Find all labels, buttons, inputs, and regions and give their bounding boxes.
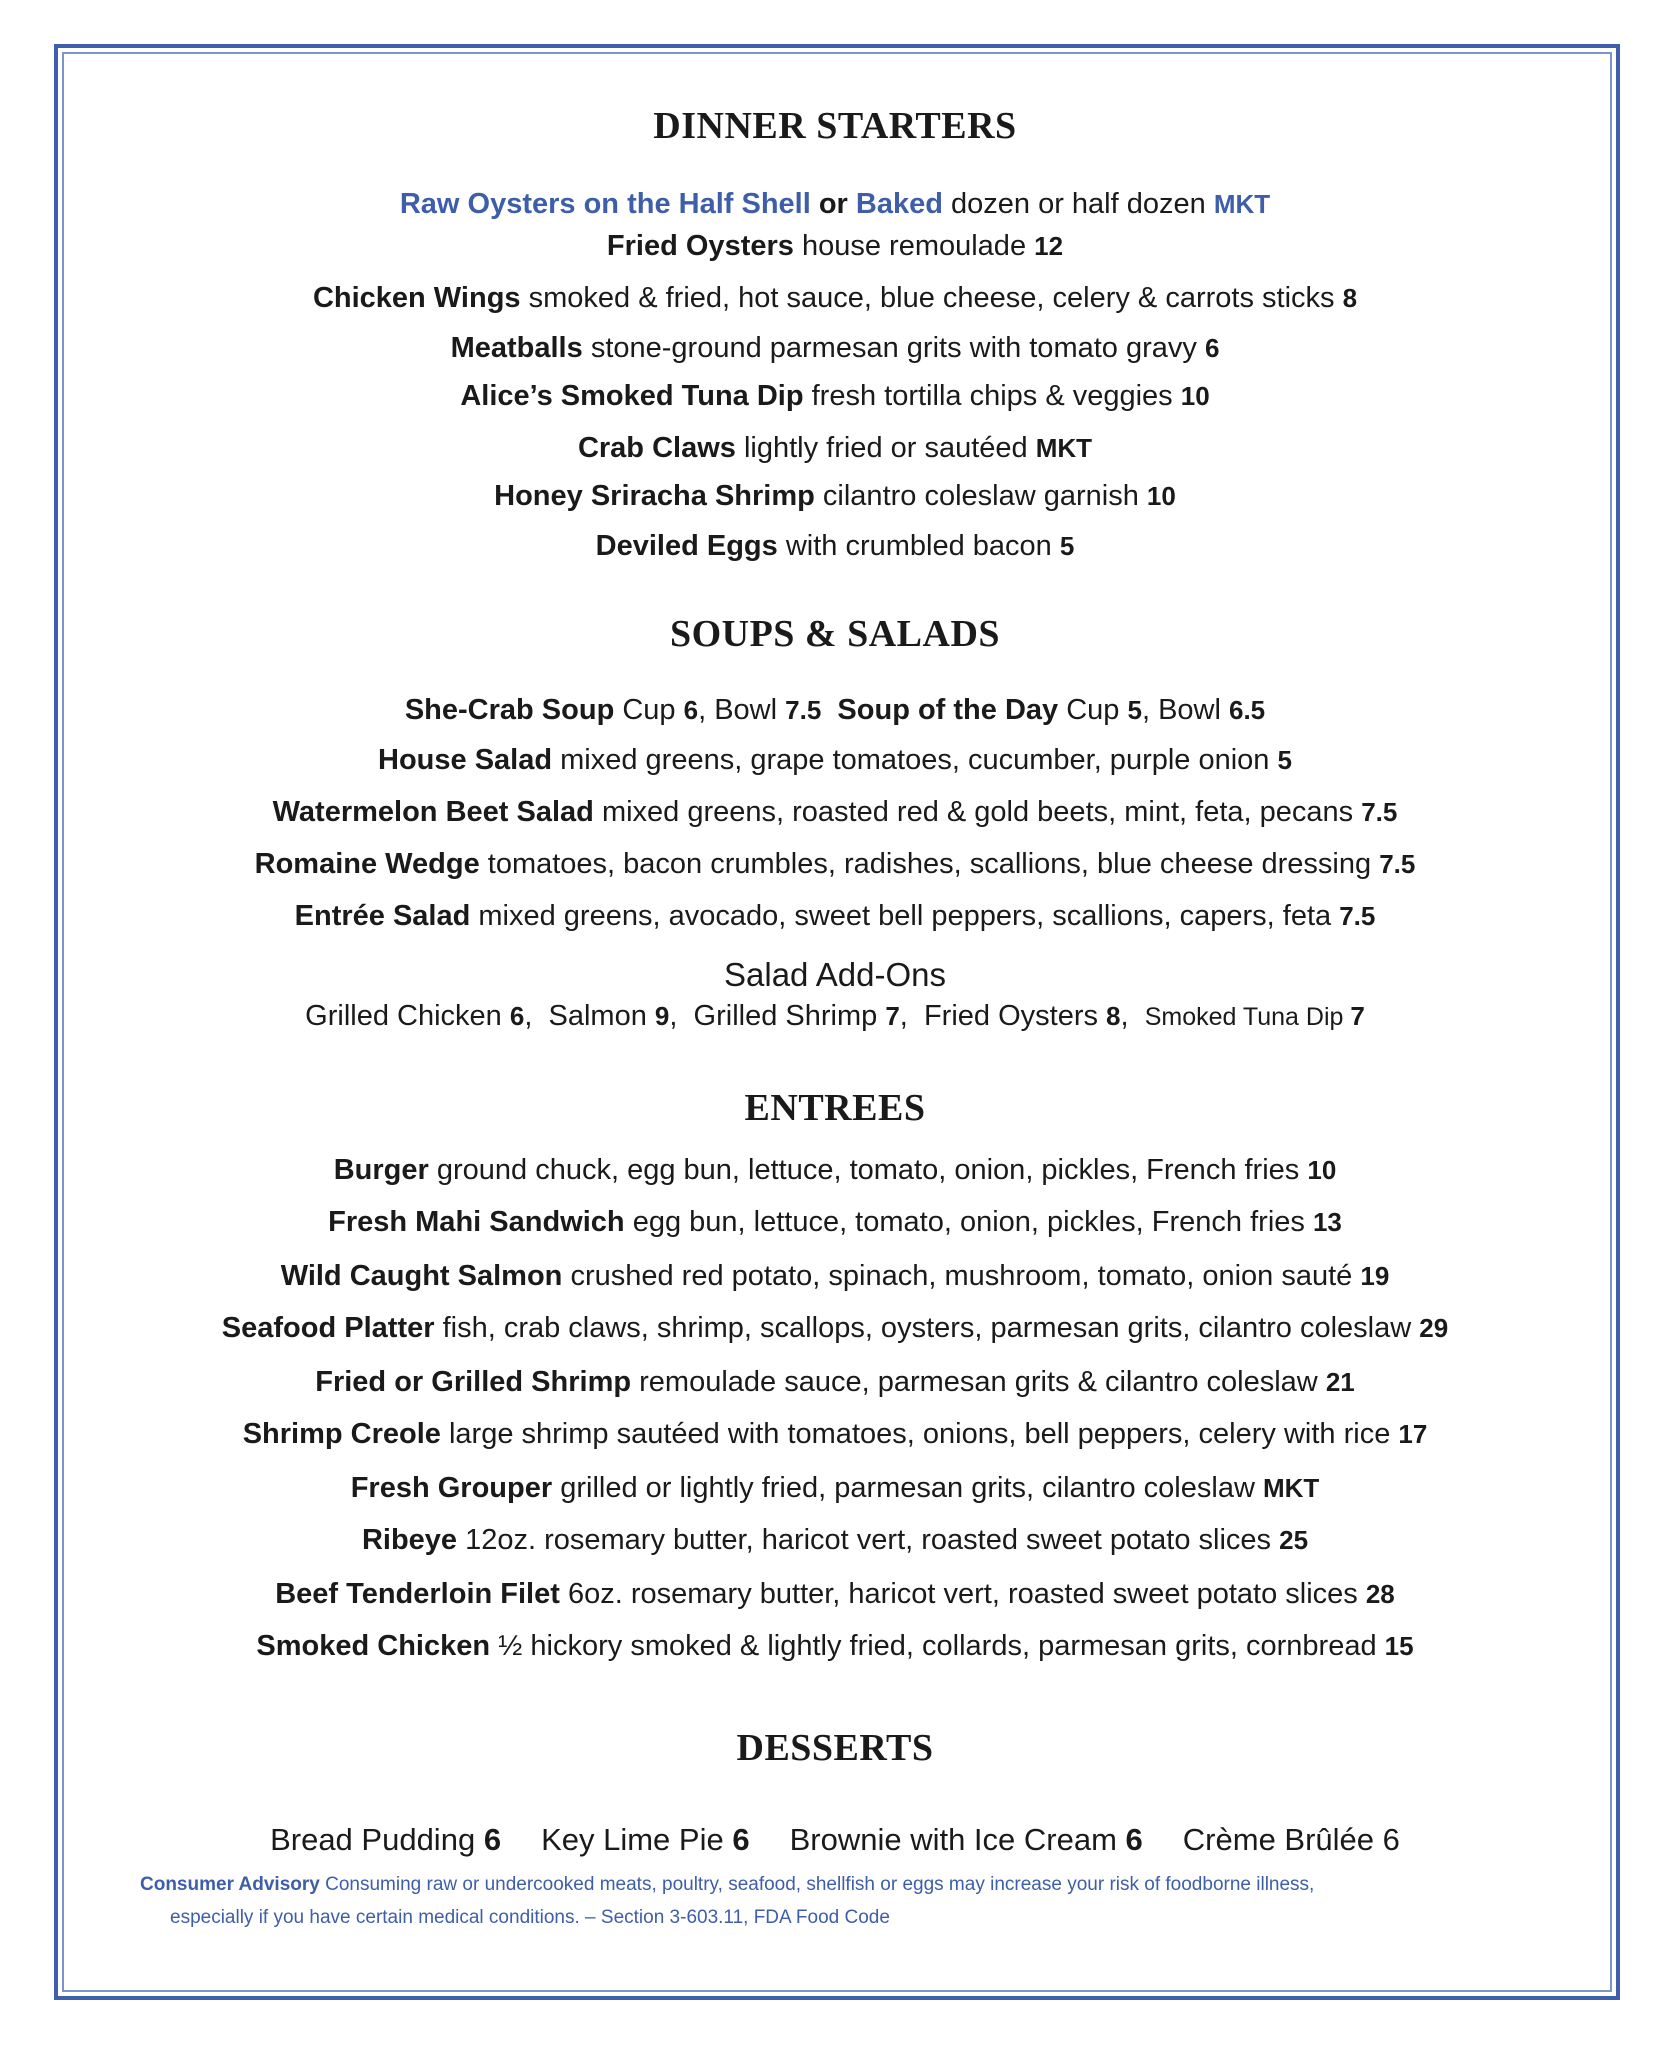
dessert-item: [270, 1822, 501, 1857]
addon-name: Grilled Chicken: [305, 1000, 502, 1032]
dessert-name: Brownie with Ice Cream: [789, 1822, 1117, 1857]
she-crab-bowl-label: , Bowl: [698, 694, 778, 726]
salad-addons-title: Salad Add-Ons: [724, 956, 946, 993]
menu-item-desc: tomatoes, bacon crumbles, radishes, scallions, blue cheese dressing: [487, 848, 1372, 880]
dessert-price: 6: [732, 1822, 750, 1857]
addon-price: 6: [509, 1001, 525, 1031]
menu-item-price: 17: [1398, 1419, 1428, 1449]
she-crab-cup-label: Cup: [622, 694, 676, 726]
menu-item-desc: remoulade sauce, parmesan grits & cilantro coleslaw: [639, 1366, 1318, 1398]
desserts-heading: DESSERTS: [736, 1727, 934, 1769]
soups-heading: SOUPS & SALADS: [669, 613, 1001, 655]
addon-price: 7: [1350, 1001, 1365, 1031]
she-crab-bowl-price: 7.5: [785, 695, 822, 725]
dessert-name: Crème Brûlée: [1182, 1822, 1375, 1857]
dessert-item: [541, 1822, 750, 1857]
menu-item-name: Deviled Eggs: [595, 530, 778, 562]
addon-name: Fried Oysters: [923, 1000, 1098, 1032]
menu-item-name: Meatballs: [450, 332, 583, 364]
advisory-text-1: Consuming raw or undercooked meats, poultry, seafood, shellfish or eggs may increase your risk of foodborne illness,: [325, 1874, 1315, 1895]
menu-item-price: 28: [1365, 1579, 1395, 1609]
addon-item: Salmon 9,: [548, 1000, 694, 1032]
advisory-line-1: [140, 1868, 1570, 1901]
menu-item-price: MKT: [1035, 433, 1093, 463]
dessert-name: Bread Pudding: [270, 1822, 476, 1857]
menu-item: [80, 1258, 1590, 1294]
baked-oysters-name: Baked: [855, 188, 943, 220]
menu-item-desc: crushed red potato, spinach, mushroom, tomato, onion sauté: [570, 1260, 1353, 1292]
menu-item-price: 5: [1059, 531, 1075, 561]
consumer-advisory: [140, 1868, 1570, 1935]
menu-item-name: Fried Oysters: [606, 230, 794, 262]
menu-item-desc: mixed greens, roasted red & gold beets, mint, feta, pecans: [601, 796, 1354, 828]
menu-item-desc: smoked & fried, hot sauce, blue cheese, celery & carrots sticks: [528, 282, 1335, 314]
menu-item-desc: 12oz. rosemary butter, haricot vert, roasted sweet potato slices: [465, 1524, 1272, 1556]
menu-item-desc: ½ hickory smoked & lightly fried, collards, parmesan grits, cornbread: [498, 1630, 1377, 1662]
menu-item: [80, 1364, 1590, 1400]
oysters-price: MKT: [1213, 189, 1271, 219]
menu-item-price: 13: [1312, 1207, 1342, 1237]
addon-item: [1145, 1003, 1365, 1031]
dessert-price: 6: [483, 1822, 502, 1857]
menu-item-desc: mixed greens, avocado, sweet bell peppers, scallions, capers, feta: [478, 900, 1332, 932]
soup-line: [80, 692, 1590, 728]
addon-name: Salmon: [548, 1000, 647, 1032]
menu-item-price: 8: [1342, 283, 1358, 313]
menu-item-name: Ribeye: [361, 1524, 458, 1556]
menu-item-desc: egg bun, lettuce, tomato, onion, pickles, French fries: [632, 1206, 1305, 1238]
menu-item-desc: house remoulade: [801, 230, 1027, 262]
menu-item-desc: with crumbled bacon: [785, 530, 1052, 562]
dessert-item: [1183, 1822, 1400, 1857]
dessert-name: Key Lime Pie: [541, 1822, 724, 1857]
entrees-heading: ENTREES: [744, 1087, 926, 1129]
menu-item-price: 6: [1204, 333, 1220, 363]
menu-item: [80, 898, 1590, 934]
menu-item-name: Burger: [333, 1154, 429, 1186]
menu-item-name: Alice’s Smoked Tuna Dip: [460, 380, 804, 412]
advisory-line-2: especially if you have certain medical conditions. – Section 3-603.11, FDA Food Code: [170, 1907, 890, 1929]
dessert-price: 6: [1382, 1822, 1400, 1857]
menu-item-price: 10: [1146, 481, 1176, 511]
soup-of-day-cup-label: Cup: [1066, 694, 1120, 726]
dessert-line: [80, 1822, 1590, 1858]
menu-item-price: 29: [1419, 1313, 1449, 1343]
menu-item: [80, 280, 1590, 316]
menu-item-name: Crab Claws: [577, 432, 736, 464]
menu-item-price: 7.5: [1379, 849, 1416, 879]
menu-item-name: Fried or Grilled Shrimp: [315, 1366, 632, 1398]
menu-item-name: Fresh Mahi Sandwich: [328, 1206, 625, 1238]
menu-item-name: Beef Tenderloin Filet: [275, 1578, 560, 1610]
menu-item-name: Entrée Salad: [294, 900, 471, 932]
menu-item: [80, 228, 1590, 264]
menu-item-name: Smoked Chicken: [256, 1630, 491, 1662]
addon-name: Smoked Tuna Dip: [1144, 1003, 1344, 1031]
menu-item-desc: lightly fried or sautéed: [743, 432, 1028, 464]
addon-price: 7: [885, 1001, 900, 1031]
menu-item: [80, 430, 1590, 466]
menu-item-price: 10: [1180, 381, 1210, 411]
menu-item-name: Watermelon Beet Salad: [272, 796, 594, 828]
menu-item-name: Chicken Wings: [312, 282, 521, 314]
menu-item-desc: ground chuck, egg bun, lettuce, tomato, onion, pickles, French fries: [436, 1154, 1300, 1186]
menu-item: [80, 1628, 1590, 1664]
addon-name: Grilled Shrimp: [693, 1000, 878, 1032]
addon-item: Fried Oysters 8,: [923, 1000, 1145, 1032]
menu-item: [80, 1310, 1590, 1346]
menu-item-name: Romaine Wedge: [254, 848, 480, 880]
menu-item: [80, 794, 1590, 830]
menu-item-price: 25: [1279, 1525, 1309, 1555]
menu-item-price: 21: [1325, 1367, 1355, 1397]
menu-item-price: 5: [1277, 745, 1292, 775]
menu-item-desc: large shrimp sautéed with tomatoes, onions, bell peppers, celery with rice: [448, 1418, 1391, 1450]
menu-item-price: 12: [1034, 231, 1064, 261]
menu-item: [80, 846, 1590, 882]
addon-price: 8: [1106, 1001, 1121, 1031]
menu-item-desc: grilled or lightly fried, parmesan grits, cilantro coleslaw: [560, 1472, 1255, 1504]
menu-item-name: Seafood Platter: [221, 1312, 435, 1344]
menu-item-name: Wild Caught Salmon: [280, 1260, 563, 1292]
menu-item: [80, 1522, 1590, 1558]
menu-item: [80, 742, 1590, 778]
menu-item-price: 15: [1384, 1631, 1414, 1661]
oysters-or: or: [818, 188, 848, 220]
menu-item-desc: cilantro coleslaw garnish: [822, 480, 1139, 512]
menu-item-price: 19: [1360, 1261, 1390, 1291]
menu-item-desc: stone-ground parmesan grits with tomato gravy: [590, 332, 1197, 364]
menu-item-name: House Salad: [378, 744, 553, 776]
menu-item-desc: 6oz. rosemary butter, haricot vert, roasted sweet potato slices: [567, 1578, 1358, 1610]
menu-item: [80, 378, 1590, 414]
she-crab-name: She-Crab Soup: [404, 694, 615, 726]
soup-of-day-bowl-label: , Bowl: [1141, 694, 1221, 726]
menu-item: [80, 528, 1590, 564]
addon-price: 9: [654, 1001, 670, 1031]
advisory-label: Consumer Advisory: [140, 1874, 320, 1895]
raw-oysters-name: Raw Oysters on the Half Shell: [399, 188, 811, 220]
dessert-item: [790, 1822, 1143, 1857]
menu-item: [80, 330, 1590, 366]
soup-of-day-bowl-price: 6.5: [1229, 695, 1266, 725]
starters-heading: DINNER STARTERS: [653, 105, 1017, 147]
oysters-line: [80, 186, 1590, 222]
addon-item: Grilled Chicken 6,: [305, 1000, 549, 1032]
salad-addons-line: [80, 998, 1590, 1034]
menu-item-desc: fish, crab claws, shrimp, scallops, oysters, parmesan grits, cilantro coleslaw: [442, 1312, 1412, 1344]
dessert-price: 6: [1125, 1822, 1143, 1857]
menu-item: [80, 1416, 1590, 1452]
soup-of-day-cup-price: 5: [1127, 695, 1142, 725]
addon-item: Grilled Shrimp 7,: [693, 1000, 924, 1032]
menu-item: [80, 1576, 1590, 1612]
menu-item-price: MKT: [1262, 1473, 1320, 1503]
menu-item: [80, 478, 1590, 514]
menu-item-price: 7.5: [1361, 797, 1398, 827]
menu-item-price: 10: [1307, 1155, 1337, 1185]
menu-item-name: Fresh Grouper: [350, 1472, 553, 1504]
oysters-desc: dozen or half dozen: [951, 188, 1206, 220]
menu-item: [80, 1204, 1590, 1240]
menu-item-desc: fresh tortilla chips & veggies: [811, 380, 1173, 412]
menu-item-desc: mixed greens, grape tomatoes, cucumber, purple onion: [560, 744, 1270, 776]
she-crab-cup-price: 6: [683, 695, 699, 725]
menu-item-price: 7.5: [1339, 901, 1376, 931]
menu-item: [80, 1152, 1590, 1188]
soup-of-day-name: Soup of the Day: [837, 694, 1059, 726]
menu-item-name: Honey Sriracha Shrimp: [494, 480, 815, 512]
menu-item: [80, 1470, 1590, 1506]
menu-item-name: Shrimp Creole: [242, 1418, 441, 1450]
